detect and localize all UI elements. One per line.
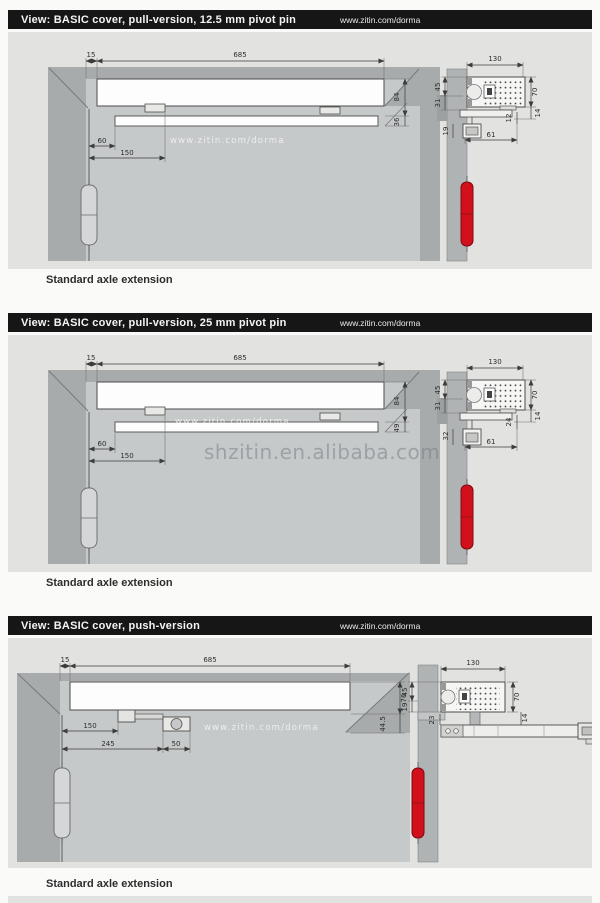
dim-side-mid: 24	[505, 417, 513, 427]
dim-side-upper: 45	[434, 385, 442, 395]
dim-side-lower: 31	[434, 98, 442, 108]
dim-side-height: 70	[531, 87, 539, 97]
dim-right-upper: 84	[393, 396, 401, 406]
dim-left-a: 60	[97, 137, 107, 145]
panel-header	[8, 616, 592, 635]
dim-left-b: 150	[120, 452, 134, 460]
dim-cover-length: 685	[233, 354, 247, 362]
panel-header	[8, 313, 592, 332]
dim-left-a: 150	[83, 722, 97, 730]
door-hinge	[54, 762, 70, 844]
dim-left-c: 50	[171, 740, 181, 748]
arm-connector-block	[145, 104, 165, 112]
dim-side-small: 14	[534, 411, 542, 421]
panel-header	[8, 10, 592, 29]
dim-side-small: 14	[521, 713, 529, 723]
push-drawing	[8, 638, 592, 868]
dim-right-upper: 76	[400, 693, 408, 703]
dim-side-pin: 19	[442, 126, 450, 136]
red-hinge	[412, 762, 424, 844]
dim-side-small: 14	[534, 108, 542, 118]
spindle	[470, 712, 480, 725]
arm-link	[135, 714, 163, 719]
panel-pull-12-5	[8, 10, 592, 292]
red-hinge	[461, 176, 473, 252]
dim-side-bottom: 61	[486, 438, 496, 446]
red-hinge	[461, 479, 473, 555]
dim-side-upper: 45	[434, 82, 442, 92]
slide-rail	[115, 116, 378, 126]
dim-right-lower: 44.5	[379, 716, 387, 732]
closer-cover-front	[97, 79, 384, 126]
dim-left-b: 245	[101, 740, 115, 748]
dim-side-width: 130	[488, 55, 502, 63]
dim-cover-length: 685	[233, 51, 247, 59]
pull-drawing-12-5	[8, 32, 592, 269]
site-url: www.zitin.com/dorma	[340, 620, 421, 631]
dim-side-mid: 12	[505, 113, 513, 123]
rail-end-block	[320, 413, 340, 420]
dim-side-lower: 31	[434, 401, 442, 411]
dim-side-arm: 23	[428, 715, 436, 725]
panel-caption: Standard axle extension	[46, 878, 173, 890]
dim-right-upper: 84	[393, 92, 401, 102]
pull-drawing-25	[8, 335, 592, 572]
panel-pull-25	[8, 313, 592, 595]
dim-left-a: 60	[97, 440, 107, 448]
panel-caption: Standard axle extension	[46, 577, 173, 589]
arm-shoe-block	[118, 710, 135, 722]
site-url: www.zitin.com/dorma	[340, 317, 421, 328]
watermark-small: www.zitin.com/dorma	[204, 723, 319, 733]
door-hinge	[81, 482, 97, 554]
dim-left-b: 150	[120, 149, 134, 157]
dim-side-width: 130	[488, 358, 502, 366]
dim-side-height: 70	[513, 692, 521, 702]
dim-right-lower: 36	[393, 117, 401, 127]
dim-side-height: 70	[531, 390, 539, 400]
next-panel-edge	[8, 896, 592, 903]
watermark-small: www.zitin.com/dorma	[170, 136, 285, 146]
dim-side-bottom: 61	[486, 131, 496, 139]
watermark-small: www.zitin.com/dorma	[175, 417, 290, 427]
rail-end-block	[320, 107, 340, 114]
dim-side-upper: 45	[401, 687, 409, 697]
site-url: www.zitin.com/dorma	[340, 14, 421, 25]
panel-title: View: BASIC cover, push-version	[21, 619, 200, 632]
dim-top-offset: 15	[86, 354, 96, 362]
panel-push	[8, 616, 592, 896]
arm-connector-block	[145, 407, 165, 415]
panel-title: View: BASIC cover, pull-version, 25 mm pivot pin	[21, 316, 287, 329]
dim-side-width: 130	[466, 659, 480, 667]
dim-right-lower: 49	[393, 423, 401, 433]
panel-caption: Standard axle extension	[46, 274, 173, 286]
dim-side-pin: 32	[442, 431, 450, 441]
dim-top-offset: 15	[60, 656, 70, 664]
door-hinge	[81, 179, 97, 251]
panel-title: View: BASIC cover, pull-version, 12.5 mm pivot pin	[21, 13, 297, 26]
dim-top-offset: 15	[86, 51, 96, 59]
watermark-big: shzitin.en.alibaba.com	[204, 440, 441, 464]
dim-cover-length: 685	[203, 656, 217, 664]
dim-side-lower: 19	[401, 702, 409, 712]
